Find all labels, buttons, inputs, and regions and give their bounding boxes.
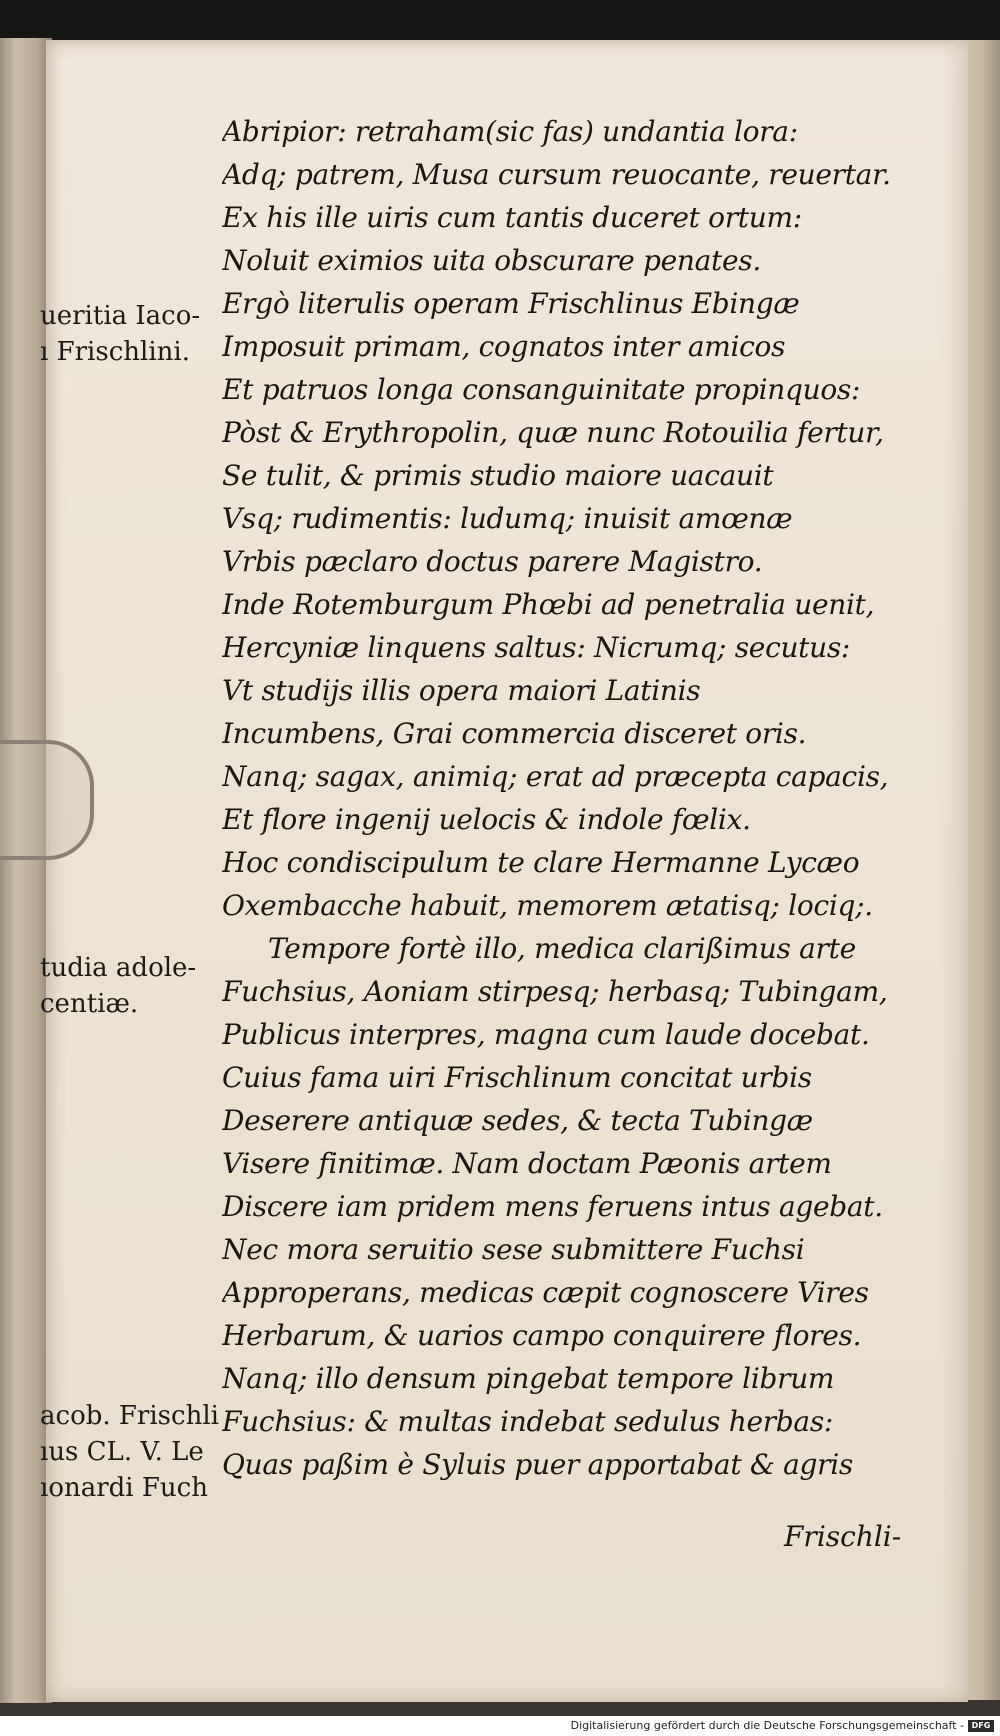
verse-line: Ergò literulis operam Frischlinus Ebingæ — [222, 287, 800, 320]
verse-line: Nanq; sagax, animiq; erat ad præcepta capacis, — [222, 760, 889, 793]
verse-line: Hercyniæ linquens saltus: Nicrumq; secutus: — [222, 631, 851, 664]
verse-line: Inde Rotemburgum Phœbi ad penetralia uenit, — [222, 588, 875, 621]
verse-line: Tempore fortè illo, medica clarißimus arte — [268, 932, 856, 965]
catchword: Frischli- — [784, 1520, 902, 1553]
margin-note-line: centiæ. — [40, 989, 139, 1019]
page-clip-holder — [0, 740, 94, 860]
verse-line: Se tulit, & primis studio maiore uacauit — [222, 459, 774, 492]
margin-note-line: ı Frischlini. — [40, 337, 190, 367]
verse-line: Nanq; illo densum pingebat tempore librum — [222, 1362, 835, 1395]
margin-note-line: ueritia Iaco- — [40, 301, 201, 331]
verse-line: Quas paßim è Syluis puer apportabat & agris — [222, 1448, 853, 1481]
verse-line: Noluit eximios uita obscurare penates. — [222, 244, 761, 277]
verse-line: Et patruos longa consanguinitate propinquos: — [222, 373, 861, 406]
verse-line: Fuchsius: & multas indebat sedulus herbas: — [222, 1405, 834, 1438]
verse-line: Pòst & Erythropolin, quæ nunc Rotouilia fertur, — [222, 416, 884, 449]
verse-text-block — [222, 110, 922, 1486]
verse-line: Hoc condiscipulum te clare Hermanne Lycæo — [222, 846, 860, 879]
verse-line: Incumbens, Grai commercia disceret oris. — [222, 717, 807, 750]
verse-line: Publicus interpres, magna cum laude docebat. — [222, 1018, 870, 1051]
verse-line: Herbarum, & uarios campo conquirere flores. — [222, 1319, 862, 1352]
verse-line: Oxembacche habuit, memorem ætatisq; lociq;. — [222, 889, 873, 922]
margin-note-pueritia — [40, 298, 220, 370]
verse-line: Adq; patrem, Musa cursum reuocante, reuertar. — [222, 158, 891, 191]
verse-line: Ex his ille uiris cum tantis duceret ortum: — [222, 201, 802, 234]
dfg-logo: DFG — [968, 1720, 994, 1732]
verse-line: Nec mora seruitio sese submittere Fuchsi — [222, 1233, 805, 1266]
margin-note-fuchs — [40, 1398, 220, 1506]
verse-line: Abripior: retraham(sic fas) undantia lora: — [222, 115, 798, 148]
margin-note-line: tudia adole- — [40, 953, 197, 983]
verse-line: Et flore ingenij uelocis & indole fœlix. — [222, 803, 751, 836]
verse-line: Fuchsius, Aoniam stirpesq; herbasq; Tubingam, — [222, 975, 888, 1008]
margin-note-line: ıus CL. V. Le — [40, 1437, 204, 1467]
verse-line: Visere finitimæ. Nam doctam Pæonis artem — [222, 1147, 832, 1180]
verse-line: Imposuit primam, cognatos inter amicos — [222, 330, 786, 363]
verse-line: Deserere antiquæ sedes, & tecta Tubingæ — [222, 1104, 813, 1137]
verse-line: Cuius fama uiri Frischlinum concitat urbis — [222, 1061, 812, 1094]
verse-line: Vrbis pæclaro doctus parere Magistro. — [222, 545, 763, 578]
margin-note-line: acob. Frischli — [40, 1401, 219, 1431]
verse-line: Vt studijs illis opera maiori Latinis — [222, 674, 701, 707]
verse-line: Vsq; rudimentis: ludumq; inuisit amœnæ — [222, 502, 793, 535]
margin-note-line: ıonardi Fuch — [40, 1473, 208, 1503]
digitization-credit: Digitalisierung gefördert durch die Deutsche Forschungsgemeinschaft - — [570, 1719, 964, 1732]
verse-line: Approperans, medicas cæpit cognoscere Vires — [222, 1276, 869, 1309]
verse-line: Discere iam pridem mens feruens intus agebat. — [222, 1190, 883, 1223]
margin-note-studia — [40, 950, 220, 1022]
